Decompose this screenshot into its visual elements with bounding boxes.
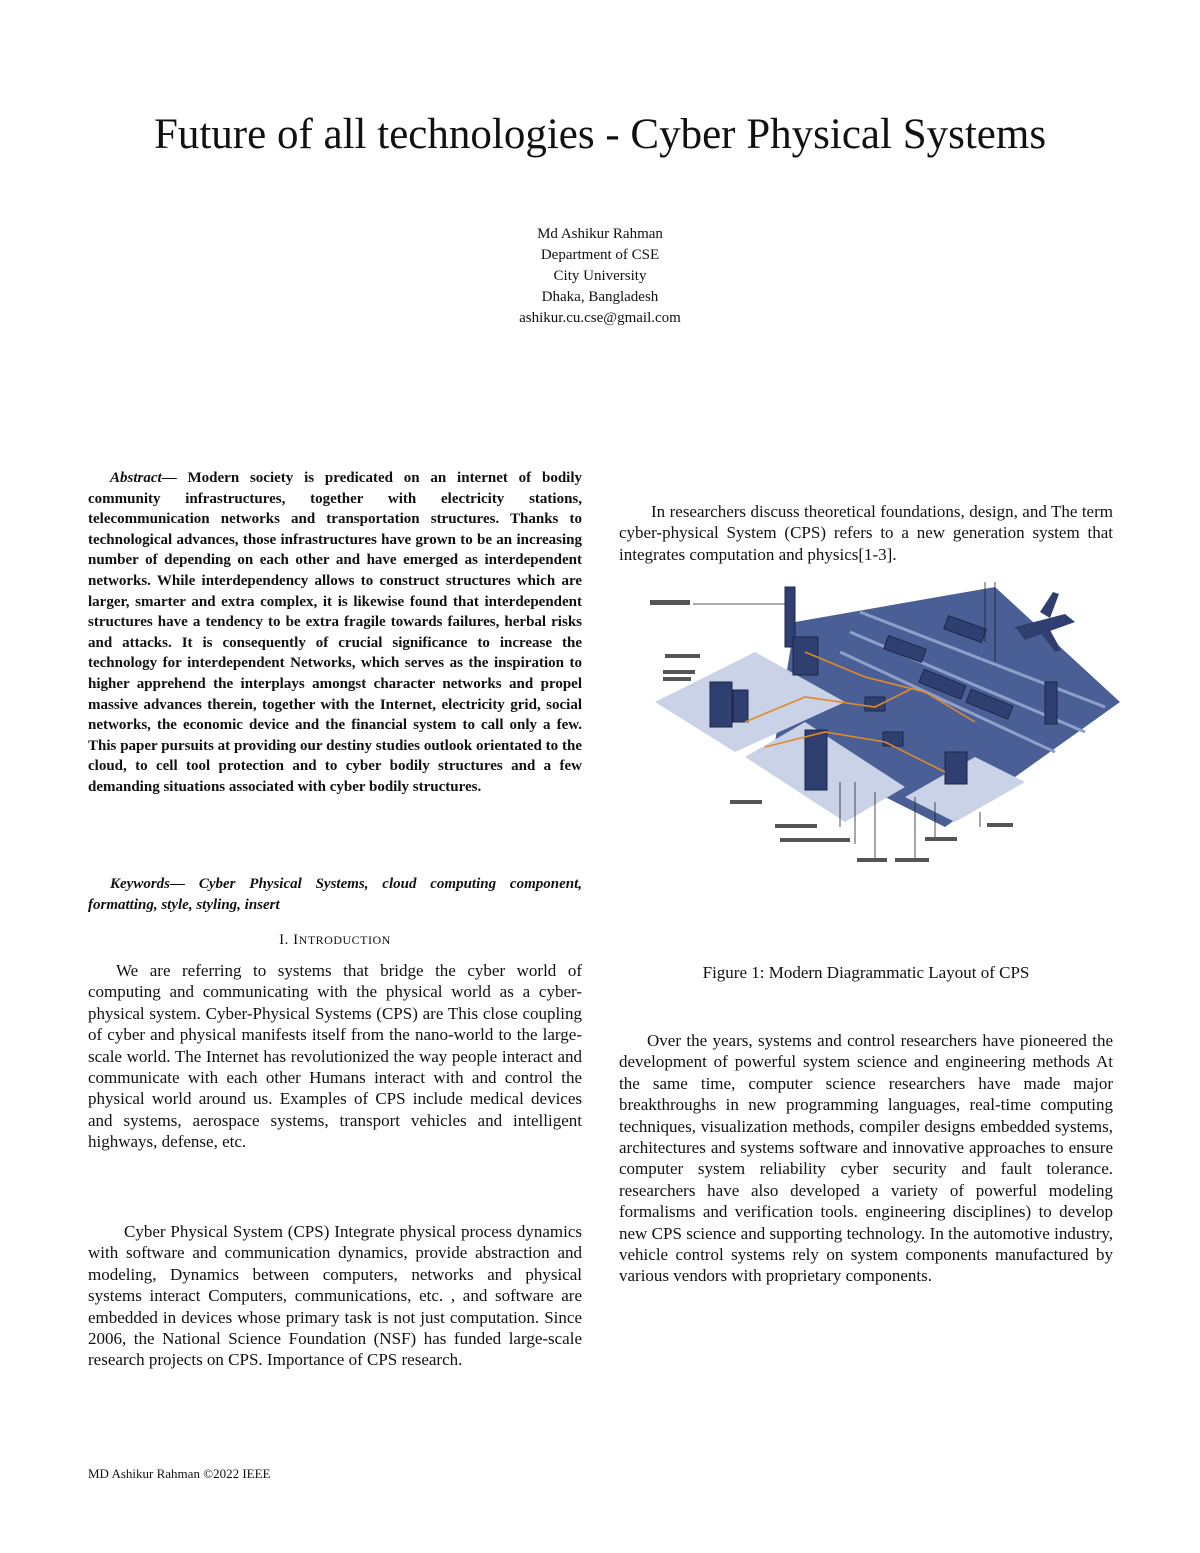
author-block xyxy=(0,224,1200,329)
keywords-text: Cyber Physical Systems, cloud computing component, formatting, style, styling, insert xyxy=(88,876,583,913)
gate xyxy=(945,752,967,784)
abstract xyxy=(88,468,582,798)
section-number: I. xyxy=(279,932,289,948)
car-2 xyxy=(883,732,903,746)
section-initial: I xyxy=(293,932,299,948)
author-email: ashikur.cu.cse@gmail.com xyxy=(519,310,681,326)
abstract-label: Abstract xyxy=(110,470,162,486)
abstract-dash: — xyxy=(161,470,188,486)
traffic-light xyxy=(1045,682,1057,724)
section-title-rest: NTRODUCTION xyxy=(298,933,391,947)
author-location: Dhaka, Bangladesh xyxy=(541,289,659,305)
building-lower xyxy=(805,730,827,790)
figure-caption: Figure 1: Modern Diagrammatic Layout of CPS xyxy=(702,963,1030,982)
abstract-text: Modern society is predicated on an internet of bodily community infrastructures, together with electricity stations, telecommunication networks and transportation structures. Thanks to technological advances, those infrastructures have grown to be an increasing number of depending on each other and have emerged as interdependent networks. While interdependency allows to construct structures which are larger, smarter and extra complex, it is likewise found that interdependent structures have a tendency to be extra fragile towards failures, herbal risks and attacks. It is consequently of crucial significance to increase the technology for interdependent Networks, which serves as the inspiration to higher apprehend the interplays amongst character networks and propel massive advances therein, together with the Internet, electricity grid, social networks, the economic device and the financial system to call only a few. This paper pursuits at providing our destiny studies outlook orientated to the cloud, to cell tool protection and to cyber bodily structures and a few demanding situations associated with cyber bodily structures. xyxy=(88,470,583,795)
author-department: Department of CSE xyxy=(540,247,660,263)
keywords xyxy=(88,874,582,915)
intro-paragraph-2: Cyber Physical System (CPS) Integrate physical process dynamics with software and communication dynamics, provide abstraction and modeling, Dynamics between computers, networks and physical systems interact Computers, communications, etc. , and software are embedded in devices whose primary task is not just computation. Since 2006, the National Science Foundation (NSF) has funded large-scale research projects on CPS. Importance of CPS research. xyxy=(88,1222,582,1370)
paper-title: Future of all technologies - Cyber Physical Systems xyxy=(153,111,1047,158)
building-left-2 xyxy=(733,690,748,722)
page-footer: MD Ashikur Rahman ©2022 IEEE xyxy=(88,1466,271,1481)
right-paragraph-2: Over the years, systems and control researchers have pioneered the development of powerful system science and engineering methods At the same time, computer science researchers have made major breakthroughs in new programming languages, real-time computing techniques, visualization methods, compiler designs embedded systems, architectures and systems software and innovative approaches to ensure computer system reliability cyber security and fault tolerance. researchers have also developed a variety of powerful modeling formalisms and verification tools. engineering disciplines) to develop new CPS science and supporting technology. In the automotive industry, vehicle control systems rely on system components manufactured by various vendors with proprietary components. xyxy=(619,1031,1113,1286)
building-left xyxy=(710,682,732,727)
intro-paragraph-1: We are referring to systems that bridge the cyber world of computing and communicating with the physical world as a cyber-physical system. Cyber-Physical Systems (CPS) are This close coupling of cyber and physical manifests itself from the nano-world to the large-scale world. The Internet has revolutionized the way people interact and communicate with each other Humans interact with and control the physical world around us. Examples of CPS include medical devices and systems, aerospace systems, transport vehicles and intelligent highways, defense, etc. xyxy=(88,961,582,1152)
section-heading-introduction xyxy=(88,932,582,949)
keywords-dash: — xyxy=(170,876,199,892)
right-paragraph-1: In researchers discuss theoretical foundations, design, and The term cyber-physical System (CPS) refers to a new generation system that integrates computation and physics[1-3]. xyxy=(619,502,1113,564)
cps-diagram-figure xyxy=(645,582,1120,874)
keywords-label: Keywords xyxy=(110,876,170,892)
author-university: City University xyxy=(553,268,647,284)
author-name: Md Ashikur Rahman xyxy=(537,226,663,242)
